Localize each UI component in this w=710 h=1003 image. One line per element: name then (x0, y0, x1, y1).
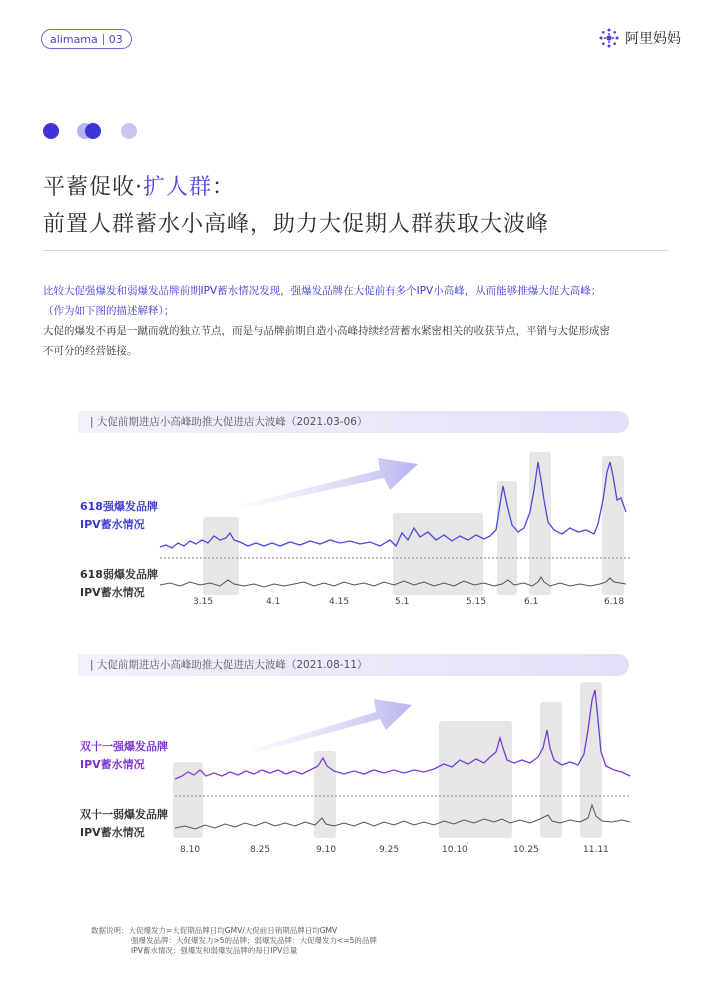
chart2-heading: | 大促前期进店小高峰助推大促进店大波峰（2021.08-11） (78, 654, 629, 676)
notes-line3: IPV蓄水情况：强爆发和弱爆发品牌的每日IPV总量 (131, 946, 298, 955)
data-notes (91, 926, 377, 956)
chart2-tick: 9.25 (379, 845, 400, 855)
notes-line2: 强爆发品牌：大促爆发力>5的品牌；弱爆发品牌：大促爆发力<=5的品牌 (131, 936, 377, 945)
chart1-weak-label-2: IPV蓄水情况 (80, 586, 145, 599)
chart2-weak-label-1: 双十一弱爆发品牌 (80, 808, 168, 821)
chart1-tick: 3.15 (193, 597, 214, 607)
chart1-weak-label-1: 618弱爆发品牌 (80, 568, 158, 581)
para-dark-line2: 不可分的经营链接。 (43, 345, 138, 357)
chart2-highlight-box (314, 751, 336, 838)
chart2-strong-label-1: 双十一强爆发品牌 (80, 740, 168, 753)
chart1-tick: 6.1 (524, 597, 539, 607)
para-blue-line2: （作为如下图的描述解释）； (43, 305, 175, 317)
chart2-weak-label (80, 806, 168, 842)
logo-text: 阿里妈妈 (625, 31, 681, 47)
badge-brand: alimama (50, 32, 98, 46)
chart1-tick: 5.15 (466, 597, 487, 607)
para-dark-line1: 大促的爆发不再是一蹴而就的独立节点，而是与品牌前期自造小高峰持续经营蓄水紧密相关的收获节点，平销与大促形成密 (43, 325, 610, 337)
chart2-tick: 8.25 (250, 845, 271, 855)
chart1-strong-label-2: IPV蓄水情况 (80, 518, 145, 531)
chart2-strong-label (80, 738, 168, 774)
chart1-trend-arrow (240, 458, 418, 507)
badge-number: 03 (108, 32, 123, 46)
title-part1: 平蓄促收· (43, 175, 143, 200)
chart2-tick: 8.10 (180, 845, 201, 855)
chart2-highlight-box (439, 721, 512, 838)
chart2-tick: 10.25 (513, 845, 539, 855)
chart1-heading: | 大促前期进店小高峰助推大促进店大波峰（2021.03-06） (78, 411, 629, 433)
para-blue-line1: 比较大促强爆发和弱爆发品牌前期IPV蓄水情况发现，强爆发品牌在大促前有多个IPV小高峰，从而能够推爆大促大高峰； (43, 285, 602, 297)
chart2-tick: 11.11 (583, 845, 609, 855)
title-highlight: 扩人群 (143, 175, 213, 200)
chart2-strong-label-2: IPV蓄水情况 (80, 758, 145, 771)
chart1-strong-label-1: 618强爆发品牌 (80, 500, 158, 513)
chart1-tick: 4.15 (329, 597, 350, 607)
chart1-tick: 5.1 (395, 597, 410, 607)
chart1-tick: 6.18 (604, 597, 625, 607)
notes-line1: 数据说明：大促爆发力=大促期品牌日均GMV/大促前日销期品牌日均GMV (91, 926, 338, 935)
chart2-trend-arrow (250, 699, 412, 752)
page-title-line2: 前置人群蓄水小高峰，助力大促期人群获取大波峰 (43, 212, 550, 237)
chart2-tick: 9.10 (316, 845, 337, 855)
chart1-highlight-box (497, 481, 517, 595)
chart2-weak-label-2: IPV蓄水情况 (80, 826, 145, 839)
chart2-tick: 10.10 (442, 845, 468, 855)
chart1-tick: 4.1 (266, 597, 281, 607)
title-colon: ： (212, 175, 236, 200)
